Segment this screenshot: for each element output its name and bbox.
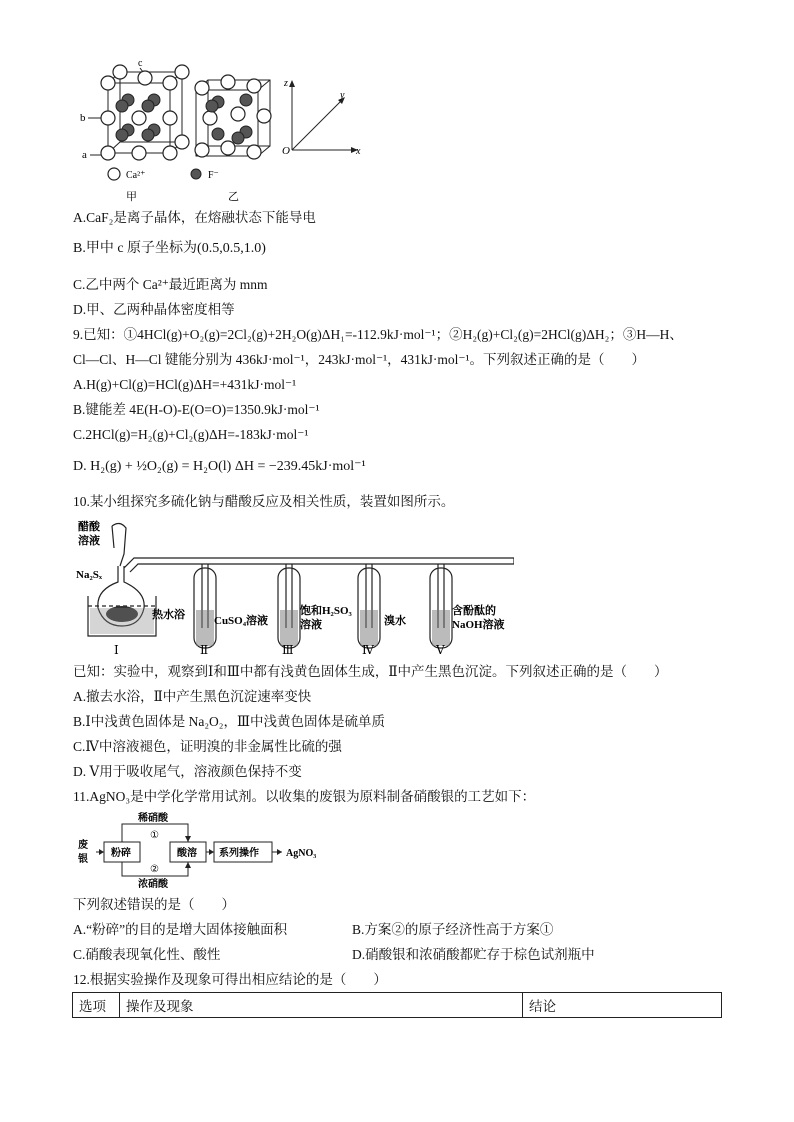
label-waste-2: 银 — [78, 854, 88, 865]
box-dissolve: 酸溶 — [177, 848, 197, 859]
label-c2: ② — [150, 864, 159, 875]
coordinate-axes — [292, 84, 354, 150]
label-n4: Ⅳ — [362, 643, 374, 657]
label-br: 溴水 — [384, 615, 406, 627]
box-crush: 粉碎 — [111, 848, 131, 859]
q10-option-a: A.撤去水浴，Ⅱ中产生黑色沉淀速率变快 — [73, 689, 312, 704]
header-operation: 操作及现象 — [120, 993, 523, 1018]
label-a: a — [82, 149, 87, 161]
label-cuso4: CuSO₄溶液 — [214, 615, 269, 627]
label-n5: Ⅴ — [436, 643, 445, 657]
axis-x-label: x — [356, 146, 361, 157]
q11-ask: 下列叙述错误的是（ ） — [73, 897, 235, 912]
label-c: c — [138, 58, 143, 69]
axis-y-label: y — [340, 90, 345, 101]
label-h2so3-2: 溶液 — [300, 619, 322, 631]
q11-stem: 11.AgNO₃是中学化学常用试剂。以收集的废银为原料制备硝酸银的工艺如下： — [73, 789, 536, 804]
label-naoh-2: NaOH溶液 — [452, 619, 505, 631]
q8-option-c: C.乙中两个 Ca²⁺最近距离为 mnm — [73, 277, 268, 292]
q10-option-d: D. Ⅴ用于吸收尾气，溶液颜色保持不变 — [73, 764, 302, 779]
q10-known: 已知：实验中，观察到Ⅰ和Ⅲ中都有浅黄色固体生成，Ⅱ中产生黑色沉淀。下列叙述正确的是（ ） — [73, 664, 668, 679]
caption-yi: 乙 — [228, 191, 239, 203]
apparatus-figure — [74, 518, 514, 660]
process-flowchart — [74, 812, 324, 888]
q9-option-a: A.H(g)+Cl(g)=HCl(g)ΔH=+431kJ·mol⁻¹ — [73, 377, 297, 392]
label-bath: 热水浴 — [152, 609, 185, 621]
legend-ca: Ca²⁺ — [126, 170, 146, 181]
axis-o-label: O — [282, 145, 290, 157]
q8-option-b: B.甲中 c 原子坐标为(0.5,0.5,1.0) — [73, 241, 266, 256]
q10-stem: 10.某小组探究多硫化钠与醋酸反应及相关性质，装置如图所示。 — [73, 494, 455, 509]
q10-option-c: C.Ⅳ中溶液褪色，证明溴的非金属性比硫的强 — [73, 739, 342, 754]
q12-table — [72, 992, 722, 1018]
q12-stem: 12.根据实验操作及现象可得出相应结论的是（ ） — [73, 972, 387, 987]
q11-option-c: C.硝酸表现氧化性、酸性 — [73, 947, 221, 962]
label-h2so3-1: 饱和H₂SO₃ — [300, 605, 352, 617]
header-option: 选项 — [73, 993, 120, 1018]
q9-stem-line1: 9.已知：①4HCl(g)+O₂(g)=2Cl₂(g)+2H₂O(g)ΔH₁=-112.9kJ·mol⁻¹；②H₂(g)+Cl₂(g)=2HCl(g)ΔH₂；③H—H、 — [73, 327, 683, 342]
label-b: b — [80, 112, 86, 124]
f-legend-icon — [191, 169, 201, 179]
q11-option-d: D.硝酸银和浓硝酸都贮存于棕色试剂瓶中 — [352, 947, 595, 962]
q10-option-b: B.Ⅰ中浅黄色固体是 Na₂O₂，Ⅲ中浅黄色固体是硫单质 — [73, 714, 386, 729]
q9-option-c: C.2HCl(g)=H₂(g)+Cl₂(g)ΔH=-183kJ·mol⁻¹ — [73, 427, 309, 442]
header-conclusion: 结论 — [523, 993, 722, 1018]
label-acid-1: 醋酸 — [78, 521, 100, 533]
ca-legend-icon — [108, 168, 120, 180]
label-n3: Ⅲ — [282, 643, 294, 657]
label-waste-1: 废 — [78, 840, 88, 851]
q11-option-a: A.“粉碎”的目的是增大固体接触面积 — [73, 922, 288, 937]
q9-option-d: D. H₂(g) + ½O₂(g) = H₂O(l) ΔH = −239.45kJ·mol⁻¹ — [73, 459, 366, 474]
label-product: AgNO₃ — [286, 848, 317, 859]
crystal-figure — [78, 58, 368, 206]
label-n2: Ⅱ — [200, 643, 209, 657]
label-dilute: 稀硝酸 — [138, 813, 168, 824]
label-na2s: Na₂Sₓ — [76, 569, 103, 581]
label-conc: 浓硝酸 — [138, 879, 168, 888]
label-c1: ① — [150, 830, 159, 841]
axis-z-label: z — [284, 78, 288, 89]
label-naoh-1: 含酚酞的 — [452, 605, 496, 617]
box-ops: 系列操作 — [219, 848, 259, 859]
q11-option-b: B.方案②的原子经济性高于方案① — [352, 922, 554, 937]
q9-stem-line2: Cl—Cl、H—Cl 键能分别为 436kJ·mol⁻¹，243kJ·mol⁻¹，431kJ·mol⁻¹。下列叙述正确的是（ ） — [73, 352, 646, 367]
table-header-row — [73, 993, 722, 1018]
legend-f: F⁻ — [208, 170, 219, 181]
q8-option-d: D.甲、乙两种晶体密度相等 — [73, 302, 235, 317]
label-acid-2: 溶液 — [78, 535, 100, 547]
q9-option-b: B.键能差 4E(H-O)-E(O=O)=1350.9kJ·mol⁻¹ — [73, 402, 320, 417]
q8-option-a: A.CaF₂是离子晶体，在熔融状态下能导电 — [73, 210, 316, 225]
label-n1: Ⅰ — [114, 643, 119, 657]
caption-jia: 甲 — [126, 191, 137, 203]
